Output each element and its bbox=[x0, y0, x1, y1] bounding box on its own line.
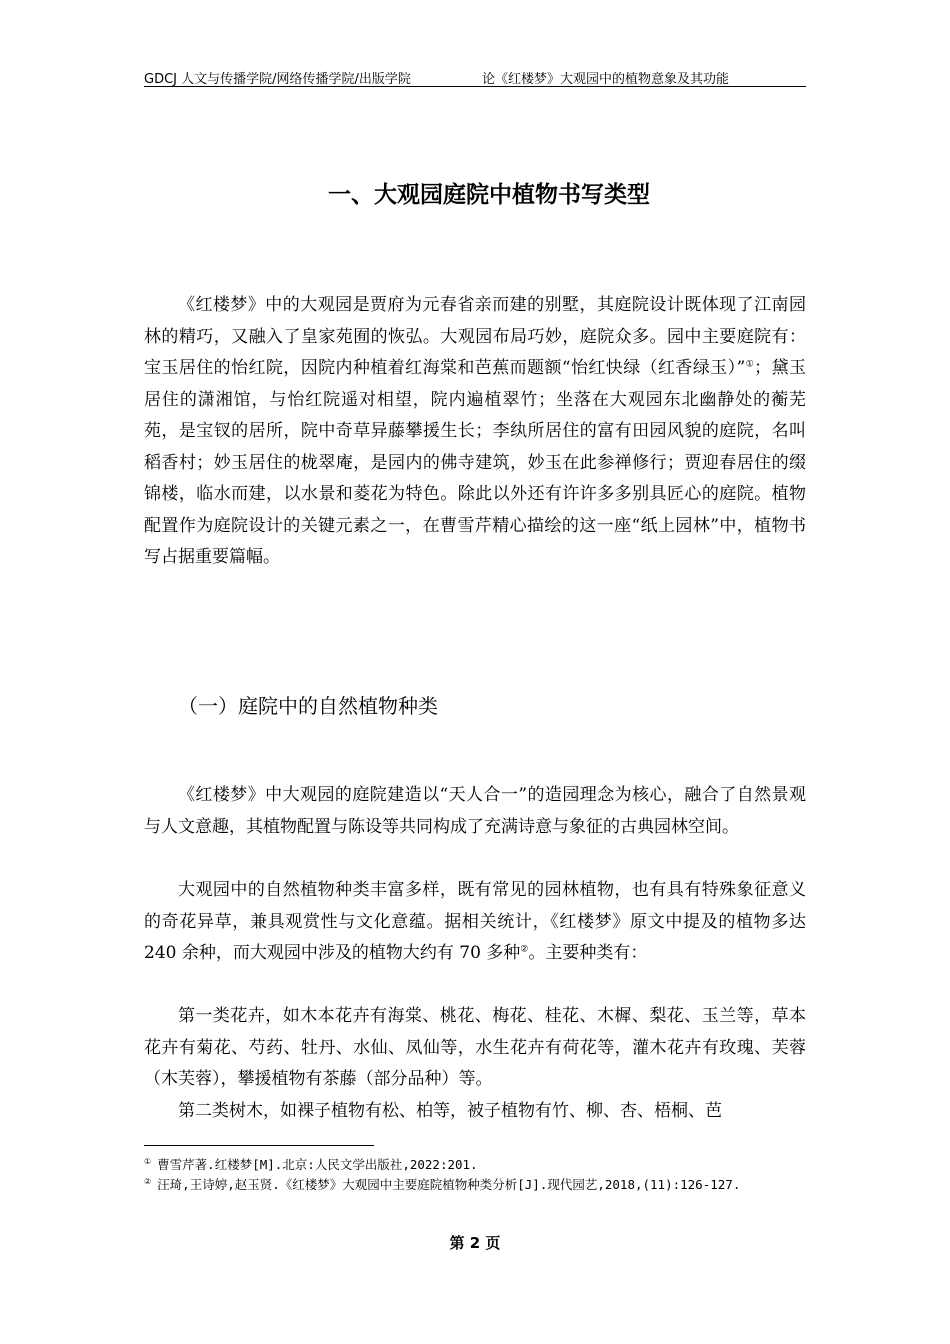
footnote-ref-1[interactable]: ① bbox=[745, 359, 755, 370]
paragraph-species-text-a: 大观园中的自然植物种类丰富多样，既有常见的园林植物，也有具有特殊象征意义的奇花异草，兼具观赏性与文化意蕴。据相关统计，《红楼梦》原文中提及的植物多达 240 余种，而大观园中涉及的植物大约有 70 多种 bbox=[144, 880, 806, 963]
header-institution: GDCJ 人文与传播学院/网络传播学院/出版学院 bbox=[144, 72, 411, 87]
footnote-ref-2[interactable]: ② bbox=[520, 944, 529, 955]
footnote-1-mark: ① bbox=[144, 1156, 152, 1166]
running-header bbox=[144, 66, 806, 87]
paragraph-trees: 第二类树木，如裸子植物有松、柏等，被子植物有竹、柳、杏、梧桐、芭 bbox=[178, 1101, 722, 1121]
footnote-2-text: 汪琦,王诗婷,赵玉贤.《红楼梦》大观园中主要庭院植物种类分析[J].现代园艺,2018,(11):126-127. bbox=[157, 1177, 741, 1192]
paragraph-species-count bbox=[144, 875, 806, 970]
footnote-divider bbox=[144, 1145, 374, 1146]
page-number: 第 2 页 bbox=[449, 1234, 501, 1252]
footnote-1-text: 曹雪芹著.红楼梦[M].北京:人民文学出版社,2022:201. bbox=[157, 1157, 478, 1172]
header-paper-title: 论《红楼梦》大观园中的植物意象及其功能 bbox=[482, 72, 730, 87]
paragraph-intro-text-a: 《红楼梦》中的大观园是贾府为元春省亲而建的别墅，其庭院设计既体现了江南园林的精巧，又融入了皇家苑囿的恢弘。大观园布局巧妙，庭院众多。园中主要庭院有：宝玉居住的怡红院，因院内种植着红海棠和芭蕉而题额“怡红快绿（红香绿玉）” bbox=[144, 295, 806, 378]
paragraph-species-text-b: 。主要种类有： bbox=[528, 943, 648, 963]
footnote-2 bbox=[144, 1175, 806, 1195]
paragraph-intro bbox=[144, 290, 806, 574]
paragraph-intro-text-b: ；黛玉居住的潇湘馆，与怡红院遥对相望，院内遍植翠竹；坐落在大观园东北幽静处的蘅芜苑，是宝钗的居所，院中奇草异藤攀援生长；李纨所居住的富有田园风貌的庭院，名叫稻香村；妙玉居住的栊翠庵，是园内的佛寺建筑，妙玉在此参禅修行；贾迎春居住的缀锦楼，临水而建，以水景和菱花为特色。除此以外还有许许多多别具匠心的庭院。植物配置作为庭院设计的关键元素之一，在曹雪芹精心描绘的这一座“纸上园林”中，植物书写占据重要篇幅。 bbox=[144, 358, 806, 567]
footnote-2-mark: ② bbox=[144, 1176, 152, 1186]
footnote-1 bbox=[144, 1155, 806, 1175]
paragraph-flowers: 第一类花卉，如木本花卉有海棠、桃花、梅花、桂花、木樨、梨花、玉兰等，草本花卉有菊花、芍药、牡丹、水仙、凤仙等，水生花卉有荷花等，灌木花卉有玫瑰、芙蓉（木芙蓉），攀援植物有茶藤（部分品种）等。 bbox=[144, 1006, 806, 1089]
paragraph-concept: 《红楼梦》中大观园的庭院建造以“天人合一”的造园理念为核心，融合了自然景观与人文意趣，其植物配置与陈设等共同构成了充满诗意与象征的古典园林空间。 bbox=[144, 785, 806, 837]
subsection-title: （一）庭院中的自然植物种类 bbox=[178, 694, 438, 718]
section-title: 一、大观园庭院中植物书写类型 bbox=[328, 182, 650, 208]
